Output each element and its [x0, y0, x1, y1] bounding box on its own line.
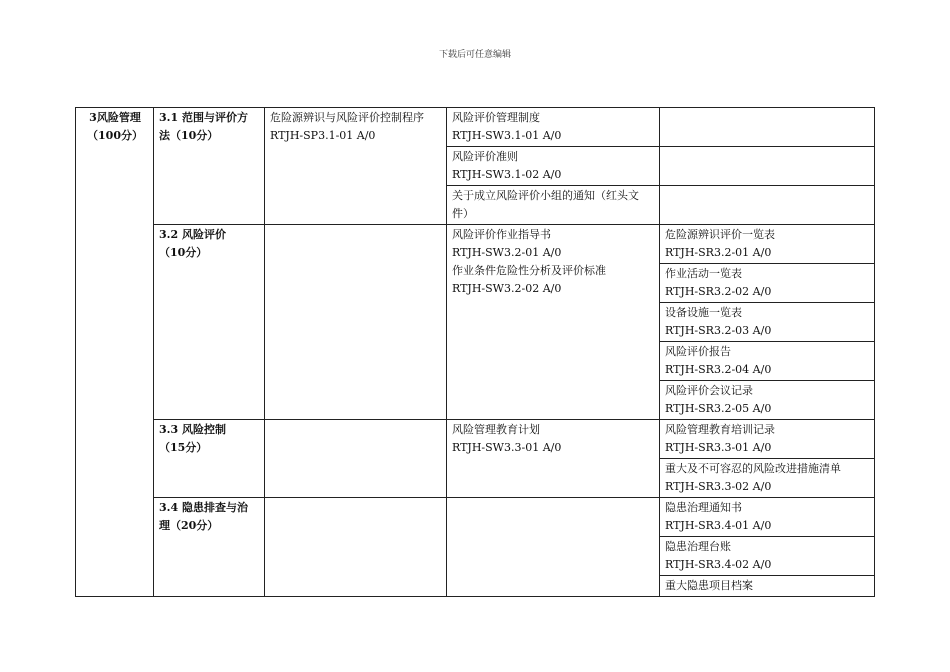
- document-cell: [447, 186, 660, 225]
- procedure-name: 危险源辨识与风险评价控制程序: [270, 111, 424, 124]
- procedure-cell: [265, 108, 447, 225]
- record-code: RTJH-SR3.4-02 A/0: [665, 558, 772, 571]
- document-name: 风险管理教育计划: [452, 423, 540, 436]
- record-name: 风险评价会议记录: [665, 384, 753, 397]
- record-name: 隐患治理台账: [665, 540, 731, 553]
- record-cell: [660, 537, 875, 576]
- record-cell: [660, 381, 875, 420]
- document-cell: [447, 420, 660, 498]
- record-cell: [660, 108, 875, 147]
- document-code: RTJH-SW3.1-01 A/0: [452, 129, 562, 142]
- element-title: 3风险管理: [89, 111, 141, 124]
- record-code: RTJH-SR3.2-02 A/0: [665, 285, 772, 298]
- record-code: RTJH-SR3.2-05 A/0: [665, 402, 772, 415]
- record-cell: [660, 264, 875, 303]
- document-name: 风险评价准则: [452, 150, 518, 163]
- record-cell: [660, 303, 875, 342]
- section-title: 法（10分）: [159, 129, 219, 142]
- section-title-cell: [154, 420, 265, 498]
- record-name: 危险源辨识评价一览表: [665, 228, 775, 241]
- document-cell: [447, 147, 660, 186]
- document-cell: [447, 225, 660, 420]
- record-cell: [660, 186, 875, 225]
- table-row: [76, 420, 875, 459]
- procedure-cell: [265, 420, 447, 498]
- record-cell: [660, 498, 875, 537]
- table-row: [76, 225, 875, 264]
- record-cell: [660, 576, 875, 597]
- document-name: 风险评价管理制度: [452, 111, 540, 124]
- table-row: [76, 108, 875, 147]
- section-title-cell: [154, 498, 265, 597]
- document-code: RTJH-SW3.1-02 A/0: [452, 168, 562, 181]
- procedure-code: RTJH-SP3.1-01 A/0: [270, 129, 376, 142]
- record-code: RTJH-SR3.2-03 A/0: [665, 324, 772, 337]
- record-name: 重大隐患项目档案: [665, 579, 753, 592]
- record-name: 隐患治理通知书: [665, 501, 742, 514]
- section-title-cell: [154, 108, 265, 225]
- document-table: [75, 107, 875, 597]
- document-code: RTJH-SW3.2-01 A/0: [452, 246, 562, 259]
- header-note: 下载后可任意编辑: [438, 50, 511, 60]
- record-name: 作业活动一览表: [665, 267, 742, 280]
- record-code: RTJH-SR3.3-01 A/0: [665, 441, 772, 454]
- section-title: 3.4 隐患排查与治: [159, 501, 248, 514]
- element-cell: [76, 108, 154, 597]
- record-name: 重大及不可容忍的风险改进措施清单: [665, 462, 841, 475]
- section-title: 3.2 风险评价: [159, 228, 226, 241]
- element-score: （100分）: [87, 129, 143, 142]
- record-cell: [660, 420, 875, 459]
- document-name: 作业条件危险性分析及评价标准: [452, 264, 606, 277]
- record-name: 风险管理教育培训记录: [665, 423, 775, 436]
- record-cell: [660, 459, 875, 498]
- procedure-cell: [265, 498, 447, 597]
- record-cell: [660, 225, 875, 264]
- table-row: [76, 498, 875, 537]
- document-name: 风险评价作业指导书: [452, 228, 551, 241]
- section-title: （10分）: [159, 246, 208, 259]
- document-code: RTJH-SW3.3-01 A/0: [452, 441, 562, 454]
- document-name: 关于成立风险评价小组的通知（红头文件）: [452, 189, 639, 220]
- section-title: 理（20分）: [159, 519, 219, 532]
- record-cell: [660, 147, 875, 186]
- record-name: 风险评价报告: [665, 345, 731, 358]
- document-code: RTJH-SW3.2-02 A/0: [452, 282, 562, 295]
- section-title: （15分）: [159, 441, 208, 454]
- procedure-cell: [265, 225, 447, 420]
- section-title-cell: [154, 225, 265, 420]
- document-cell: [447, 108, 660, 147]
- record-name: 设备设施一览表: [665, 306, 742, 319]
- record-code: RTJH-SR3.3-02 A/0: [665, 480, 772, 493]
- section-title: 3.3 风险控制: [159, 423, 226, 436]
- section-title: 3.1 范围与评价方: [159, 111, 248, 124]
- document-cell: [447, 498, 660, 597]
- record-code: RTJH-SR3.2-04 A/0: [665, 363, 772, 376]
- record-code: RTJH-SR3.4-01 A/0: [665, 519, 772, 532]
- record-code: RTJH-SR3.2-01 A/0: [665, 246, 772, 259]
- record-cell: [660, 342, 875, 381]
